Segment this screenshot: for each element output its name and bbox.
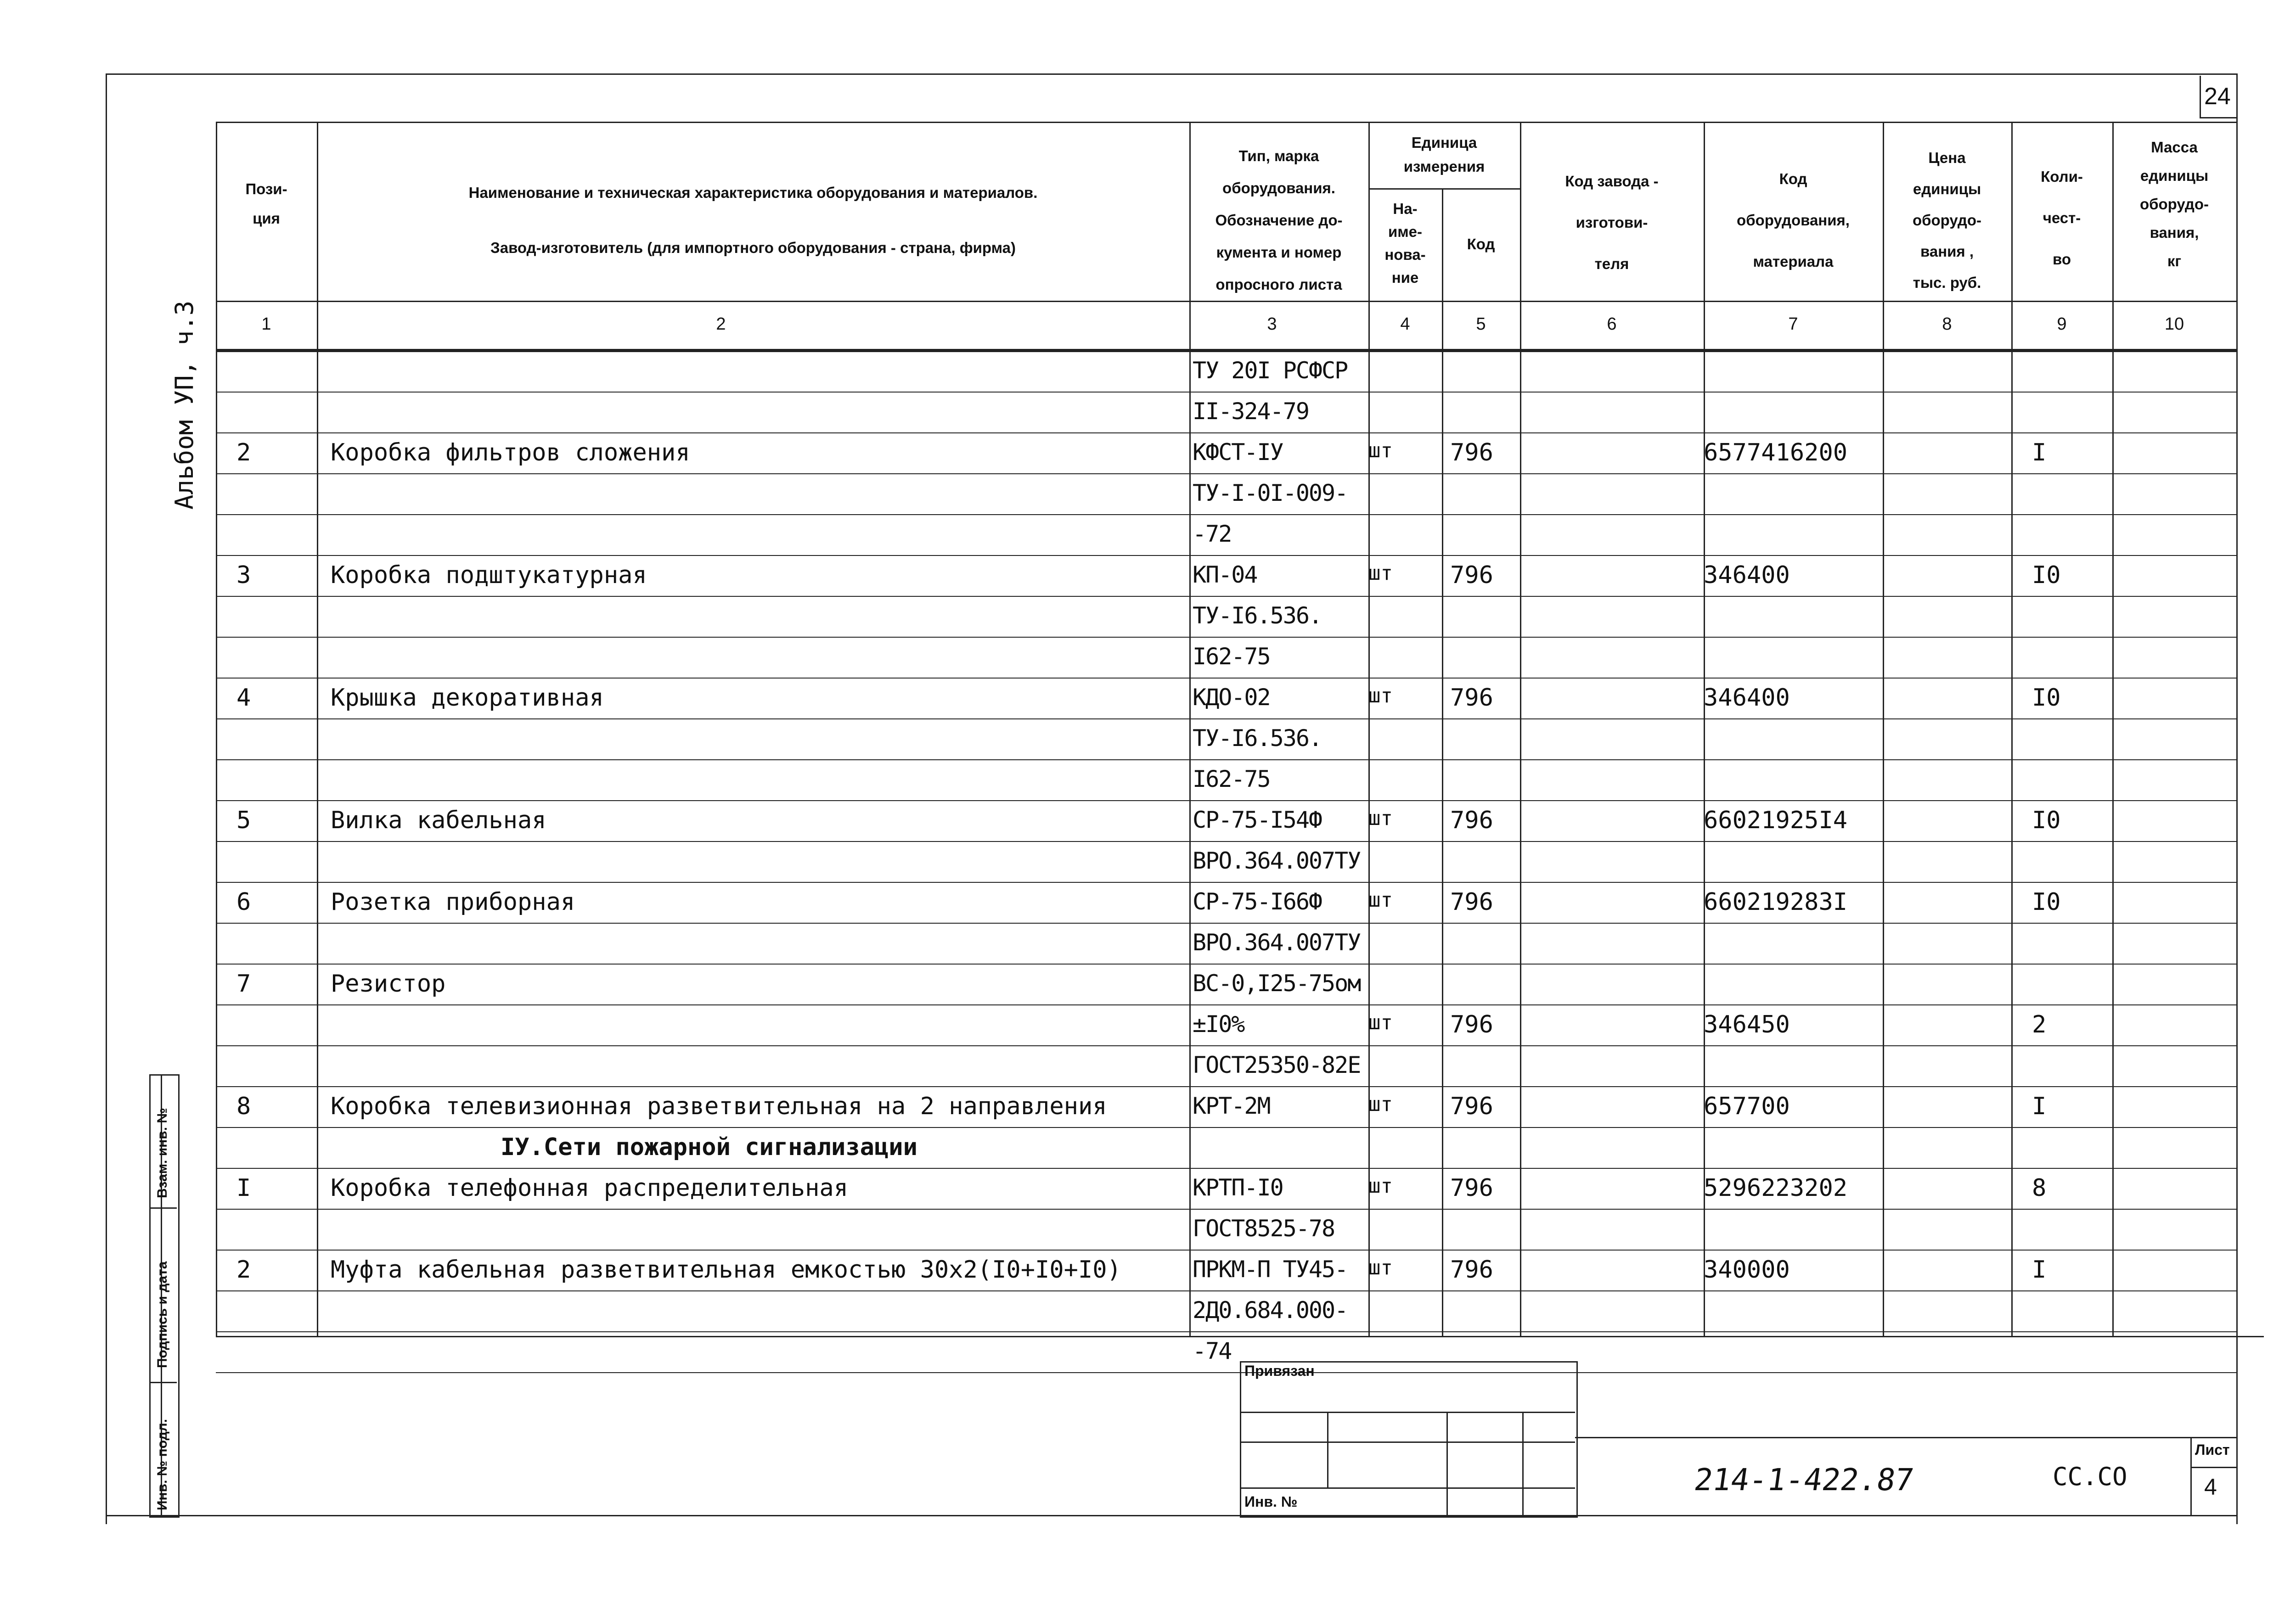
cell-qty: 2 (2032, 1011, 2047, 1038)
side-label-podpis: Подпись и дата (155, 1261, 170, 1368)
cell-pos: 7 (236, 970, 251, 998)
cell-unit: шт (1368, 807, 1393, 830)
row-divider (216, 882, 2236, 883)
cell-pos: 6 (236, 888, 251, 916)
cell-qty: I0 (2032, 684, 2061, 712)
cell-unit: шт (1368, 684, 1393, 707)
header-col5: Код (1467, 236, 1495, 252)
header-col10: Масса единицы оборудо- вания, кг (2139, 139, 2209, 269)
cell-name: Муфта кабельная разветвительная емкостью 30х2(I0+I0+I0) (331, 1256, 1121, 1284)
header-col4a: На- име- нова- ние (1384, 200, 1426, 286)
cell-pos: 2 (236, 1256, 251, 1284)
cell-unit: шт (1368, 1174, 1393, 1198)
cell-type: КРТП-I0 (1193, 1174, 1283, 1201)
cell-mat: 346400 (1704, 684, 1790, 712)
side-label-vzam: Взам. инв. № (155, 1108, 170, 1198)
row-divider (216, 1045, 2236, 1046)
cell-type: -72 (1193, 521, 1232, 547)
stamp-vline-3 (1522, 1412, 1524, 1515)
col-num-8: 8 (1942, 314, 1952, 334)
cell-type: КФСТ-IУ (1193, 439, 1283, 466)
col-num-3: 3 (1267, 314, 1277, 334)
col-num-6: 6 (1607, 314, 1617, 334)
row-divider (216, 392, 2236, 393)
cell-mat: 346450 (1704, 1011, 1790, 1038)
cell-type: ВРО.364.007ТУ (1193, 929, 1361, 956)
grid-vline-5 (1442, 188, 1443, 1336)
frame-bottom-line (106, 1515, 2236, 1516)
cell-mat: 66021925I4 (1704, 807, 1848, 834)
stamp-line-3 (1240, 1487, 1575, 1489)
header-col8: Цена единицы оборудо- вания , тыс. руб. (1912, 149, 1982, 291)
cell-type: ТУ 20I РСФСР (1193, 357, 1348, 384)
cell-mat: 346400 (1704, 561, 1790, 589)
cell-mat: 6577416200 (1704, 439, 1848, 466)
cell-name: Коробка фильтров сложения (331, 439, 690, 466)
cell-qty: 8 (2032, 1174, 2047, 1202)
grid-vline-8 (1883, 122, 1884, 1336)
header-col7: Код оборудования, материала (1737, 170, 1850, 270)
cell-name: Вилка кабельная (331, 807, 546, 834)
header-col9: Коли- чест- во (2041, 168, 2083, 268)
row-divider (216, 718, 2236, 719)
cell-code: 796 (1450, 807, 1493, 834)
cell-unit: шт (1368, 1256, 1393, 1279)
cell-code: 796 (1450, 684, 1493, 712)
cell-qty: I (2032, 1093, 2047, 1120)
cell-code: 796 (1450, 1174, 1493, 1202)
grid-vline-4 (1368, 122, 1370, 1336)
cell-type: ТУ-I6.536. (1193, 725, 1322, 752)
cell-name: IУ.Сети пожарной сигнализации (501, 1133, 917, 1161)
cell-qty: I (2032, 1256, 2047, 1284)
col-num-10: 10 (2164, 314, 2184, 334)
grid-vline-3 (1189, 122, 1191, 1336)
cell-type: ГОСТ25350-82Е (1193, 1052, 1361, 1078)
cell-pos: 2 (236, 439, 251, 466)
header-bottom-line (216, 301, 2236, 302)
row-divider (216, 678, 2236, 679)
page-number: 24 (2204, 83, 2231, 110)
row-divider (216, 759, 2236, 760)
row-divider (216, 1250, 2236, 1251)
album-label: Альбом УП, ч.3 (170, 300, 199, 510)
cell-type: I62-75 (1193, 643, 1270, 670)
row-divider (216, 800, 2236, 801)
col-num-5: 5 (1476, 314, 1486, 334)
cell-type: -74 (1193, 1338, 1232, 1364)
row-divider (216, 964, 2236, 965)
cell-code: 796 (1450, 1011, 1493, 1038)
col-num-9: 9 (2057, 314, 2067, 334)
cell-unit: шт (1368, 1011, 1393, 1034)
cell-type: II-324-79 (1193, 398, 1309, 425)
row-divider (216, 1290, 2236, 1291)
table-body-bottom-line (216, 1336, 2264, 1337)
list-number: 4 (2204, 1474, 2217, 1500)
header-col3: Тип, марка оборудования. Обозначение до- кумента и номер опросного листа (1215, 147, 1343, 293)
cell-type: ПРКМ-П ТУ45- (1193, 1256, 1348, 1283)
grid-vline-10 (2112, 122, 2114, 1336)
cell-name: Резистор (331, 970, 446, 998)
header-col6: Код завода - изготови- теля (1565, 173, 1659, 272)
row-divider (216, 1331, 2236, 1332)
cell-unit: шт (1368, 888, 1393, 912)
cell-code: 796 (1450, 1093, 1493, 1120)
header-col2: Наименование и техническая характеристика оборудования и материалов. Завод-изготовитель (для импортного оборудования - страна, фирма) (468, 184, 1038, 256)
row-divider (216, 1372, 2236, 1373)
cell-pos: 5 (236, 807, 251, 834)
cell-name: Розетка приборная (331, 888, 575, 916)
row-divider (216, 923, 2236, 924)
header-col4-top: Единица измерения (1403, 134, 1485, 175)
cell-unit: шт (1368, 561, 1393, 585)
cell-type: 2Д0.684.000- (1193, 1297, 1348, 1324)
cell-pos: 4 (236, 684, 251, 712)
row-divider (216, 1168, 2236, 1169)
cell-type: КРТ-2М (1193, 1093, 1270, 1119)
header-col1: Пози- ция (245, 180, 287, 227)
left-bottom-line (106, 1515, 335, 1516)
privyazan-label: Привязан (1244, 1363, 1315, 1379)
grid-vline-2 (317, 122, 318, 1336)
cell-name: Коробка телевизионная разветвительная на 2 направления (331, 1093, 1107, 1120)
table-top-line (216, 122, 2236, 123)
cell-name: Коробка подштукатурная (331, 561, 647, 589)
row-divider (216, 596, 2236, 597)
stamp-vline-2 (1446, 1412, 1448, 1515)
cell-qty: I (2032, 439, 2047, 466)
cell-type: ТУ-I-0I-009- (1193, 480, 1348, 506)
cell-type: ТУ-I6.536. (1193, 602, 1322, 629)
cell-pos: 3 (236, 561, 251, 589)
row-divider (216, 514, 2236, 515)
row-divider (216, 1209, 2236, 1210)
cell-type: I62-75 (1193, 766, 1270, 792)
stamp-line-2 (1240, 1442, 1575, 1443)
cell-mat: 5296223202 (1704, 1174, 1848, 1202)
unit-subheader-line (1368, 188, 1520, 190)
column-numbers-bottom-line (216, 349, 2236, 352)
sheet-code: СС.СО (2053, 1462, 2127, 1491)
cell-unit: шт (1368, 439, 1393, 462)
grid-vline-6 (1520, 122, 1521, 1336)
cell-type: СР-75-I54Ф (1193, 807, 1322, 833)
grid-vline-7 (1704, 122, 1705, 1336)
cell-type: ВРО.364.007ТУ (1193, 847, 1361, 874)
cell-type: ВС-0,I25-75ом (1193, 970, 1361, 997)
side-stamp-divider-1 (149, 1207, 177, 1209)
row-divider (216, 432, 2236, 433)
cell-type: СР-75-I66Ф (1193, 888, 1322, 915)
title-block-top-line (1575, 1437, 2236, 1438)
grid-vline-1 (216, 122, 217, 1336)
cell-mat: 660219283I (1704, 888, 1848, 916)
frame-left-line (106, 73, 107, 1524)
col-num-2: 2 (716, 314, 726, 334)
side-label-inv-podl: Инв. № подл. (155, 1419, 170, 1510)
cell-mat: 340000 (1704, 1256, 1790, 1284)
row-divider (216, 473, 2236, 474)
grid-vline-11 (2236, 122, 2238, 1336)
cell-qty: I0 (2032, 561, 2061, 589)
col-num-4: 4 (1400, 314, 1410, 334)
row-divider (216, 637, 2236, 638)
list-box-divider (2190, 1467, 2236, 1468)
cell-pos: 8 (236, 1093, 251, 1120)
cell-code: 796 (1450, 561, 1493, 589)
cell-type: ±I0% (1193, 1011, 1244, 1038)
cell-name: Крышка декоративная (331, 684, 604, 712)
stamp-vline-1 (1327, 1412, 1328, 1487)
cell-qty: I0 (2032, 807, 2061, 834)
cell-code: 796 (1450, 439, 1493, 466)
cell-type: ГОСТ8525-78 (1193, 1215, 1335, 1242)
list-label: Лист (2195, 1442, 2230, 1458)
cell-code: 796 (1450, 1256, 1493, 1284)
cell-mat: 657700 (1704, 1093, 1790, 1120)
col-num-1: 1 (261, 314, 271, 334)
cell-qty: I0 (2032, 888, 2061, 916)
row-divider (216, 555, 2236, 556)
cell-pos: I (236, 1174, 251, 1202)
col-num-7: 7 (1788, 314, 1798, 334)
cell-unit: шт (1368, 1093, 1393, 1116)
document-code: 214-1-422.87 (1692, 1462, 1916, 1498)
frame-top-line (106, 73, 2236, 75)
cell-type: КДО-02 (1193, 684, 1270, 711)
cell-code: 796 (1450, 888, 1493, 916)
row-divider (216, 1127, 2236, 1128)
row-divider (216, 1004, 2236, 1005)
row-divider (216, 841, 2236, 842)
inv-no-label: Инв. № (1244, 1493, 1298, 1510)
cell-type: КП-04 (1193, 561, 1257, 588)
grid-vline-9 (2011, 122, 2013, 1336)
row-divider (216, 1086, 2236, 1087)
cell-name: Коробка телефонная распределительная (331, 1174, 849, 1202)
stamp-line-1 (1240, 1412, 1575, 1413)
side-stamp-divider-2 (149, 1382, 177, 1383)
